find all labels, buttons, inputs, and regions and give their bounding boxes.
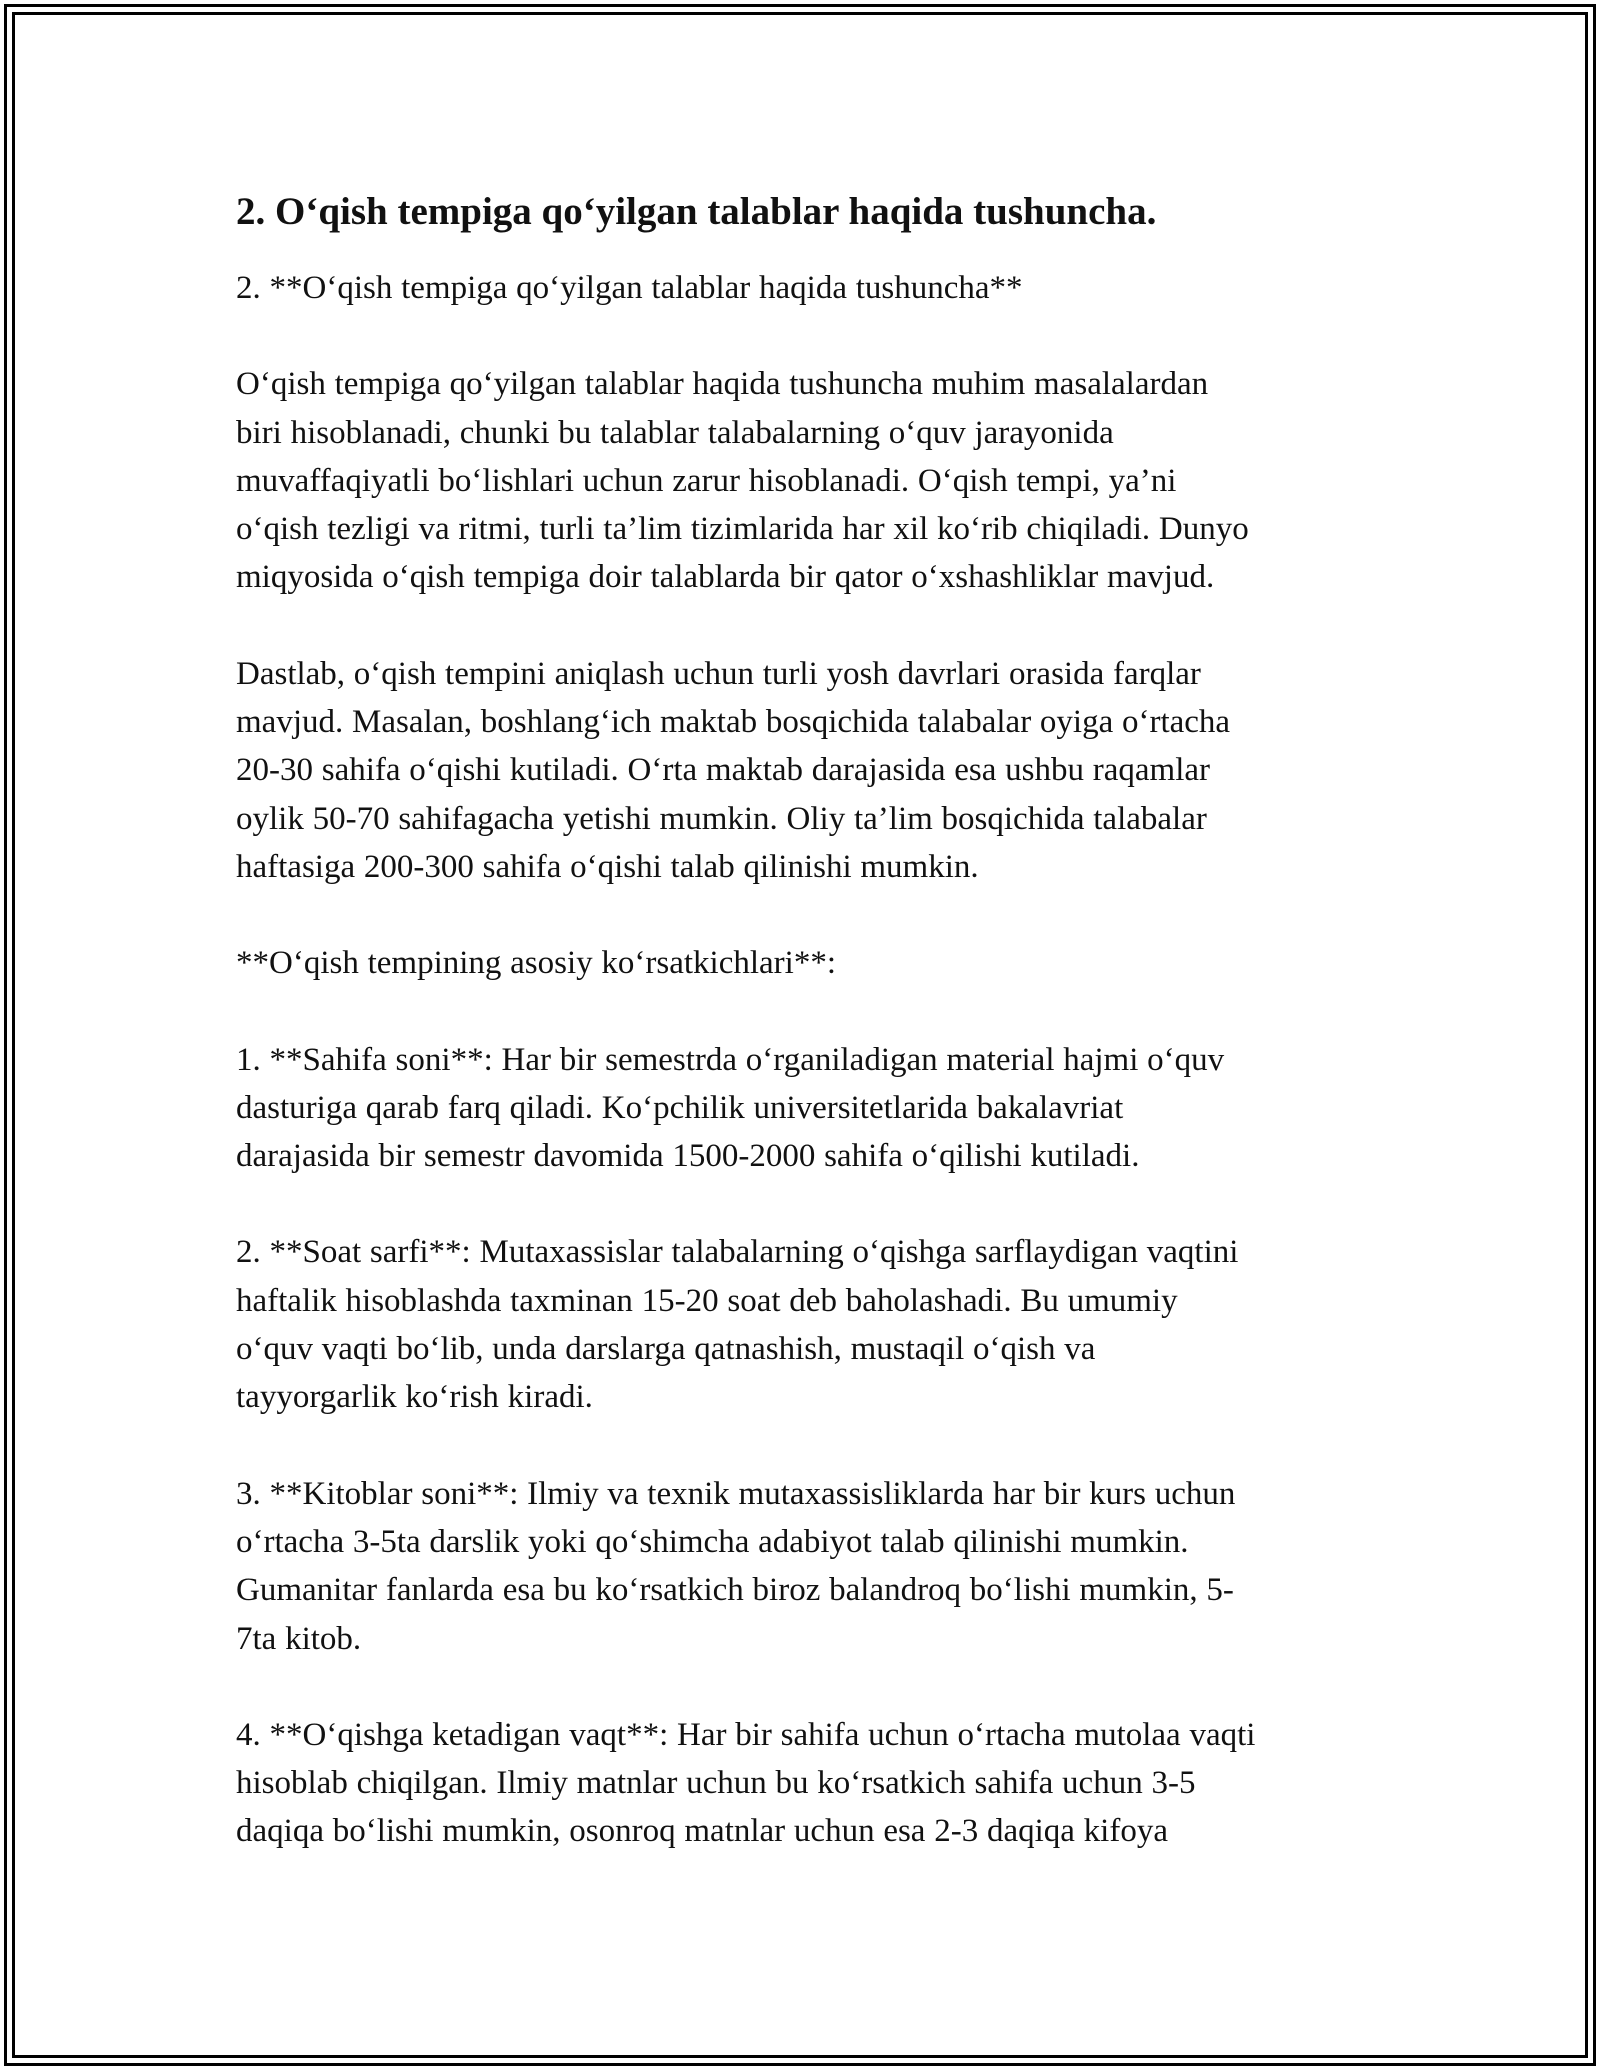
- list-item-reading-time: [236, 1711, 1368, 1856]
- list-item-hours-spent: [236, 1228, 1368, 1421]
- text-line: 2. **O‘qish tempiga qo‘yilgan talablar haqida tushuncha**: [236, 270, 1023, 306]
- text-line: o‘quv vaqti bo‘lib, unda darslarga qatnashish, mustaqil o‘qish va: [236, 1331, 1096, 1368]
- text-line: 1. **Sahifa soni**: Har bir semestrda o‘rganiladigan material hajmi o‘quv: [236, 1041, 1225, 1078]
- text-line: 20-30 sahifa o‘qishi kutiladi. O‘rta maktab darajasida esa ushbu raqamlar: [236, 752, 1211, 789]
- text-line: o‘qish tezligi va ritmi, turli ta’lim tizimlarida har xil ko‘rib chiqiladi. Dunyo: [236, 511, 1249, 548]
- text-line: darajasida bir semestr davomida 1500-2000 sahifa o‘qilishi kutiladi.: [236, 1138, 1140, 1175]
- paragraph-age-differences: [236, 650, 1368, 891]
- text-line: daqiqa bo‘lishi mumkin, osonroq matnlar uchun esa 2-3 daqiqa kifoya: [236, 1813, 1168, 1850]
- text-line: biri hisoblanadi, chunki bu talablar talabalarning o‘quv jarayonida: [236, 414, 1114, 451]
- text-line: 4. **O‘qishga ketadigan vaqt**: Har bir sahifa uchun o‘rtacha mutolaa vaqti: [236, 1716, 1256, 1753]
- text-line: 7ta kitob.: [236, 1620, 362, 1657]
- text-line: Dastlab, o‘qish tempini aniqlash uchun turli yosh davrlari orasida farqlar: [236, 655, 1201, 692]
- document-page: [236, 186, 1368, 1904]
- text-line: muvaffaqiyatli bo‘lishlari uchun zarur hisoblanadi. O‘qish tempi, ya’ni: [236, 462, 1177, 499]
- text-line: haftasiga 200-300 sahifa o‘qishi talab qilinishi mumkin.: [236, 848, 979, 885]
- section-heading: 2. O‘qish tempiga qo‘yilgan talablar haqida tushuncha.: [236, 190, 1157, 233]
- text-line: **O‘qish tempining asosiy ko‘rsatkichlari**:: [236, 945, 836, 982]
- text-line: Gumanitar fanlarda esa bu ko‘rsatkich biroz balandroq bo‘lishi mumkin, 5-: [236, 1572, 1234, 1609]
- text-line: haftalik hisoblashda taxminan 15-20 soat deb baholashadi. Bu umumiy: [236, 1282, 1178, 1319]
- paragraph-indicators-title: [236, 939, 1368, 987]
- text-line: dasturiga qarab farq qiladi. Ko‘pchilik universitetlarida bakalavriat: [236, 1089, 1124, 1126]
- text-line: oylik 50-70 sahifagacha yetishi mumkin. Oliy ta’lim bosqichida talabalar: [236, 800, 1207, 837]
- text-line: 2. **Soat sarfi**: Mutaxassislar talabalarning o‘qishga sarflaydigan vaqtini: [236, 1234, 1239, 1271]
- paragraph-introduction: [236, 360, 1368, 601]
- list-item-book-count: [236, 1470, 1368, 1663]
- list-item-page-count: [236, 1036, 1368, 1181]
- text-line: tayyorgarlik ko‘rish kiradi.: [236, 1379, 593, 1416]
- text-line: 3. **Kitoblar soni**: Ilmiy va texnik mutaxassisliklarda har bir kurs uchun: [236, 1475, 1236, 1512]
- text-line: O‘qish tempiga qo‘yilgan talablar haqida tushuncha muhim masalalardan: [236, 366, 1209, 403]
- paragraph-repeated-title: [236, 264, 1368, 312]
- text-line: o‘rtacha 3-5ta darslik yoki qo‘shimcha adabiyot talab qilinishi mumkin.: [236, 1523, 1189, 1560]
- text-line: miqyosida o‘qish tempiga doir talablarda bir qator o‘xshashliklar mavjud.: [236, 559, 1215, 596]
- text-line: mavjud. Masalan, boshlang‘ich maktab bosqichida talabalar oyiga o‘rtacha: [236, 704, 1231, 741]
- text-line: hisoblab chiqilgan. Ilmiy matnlar uchun bu ko‘rsatkich sahifa uchun 3-5: [236, 1765, 1196, 1802]
